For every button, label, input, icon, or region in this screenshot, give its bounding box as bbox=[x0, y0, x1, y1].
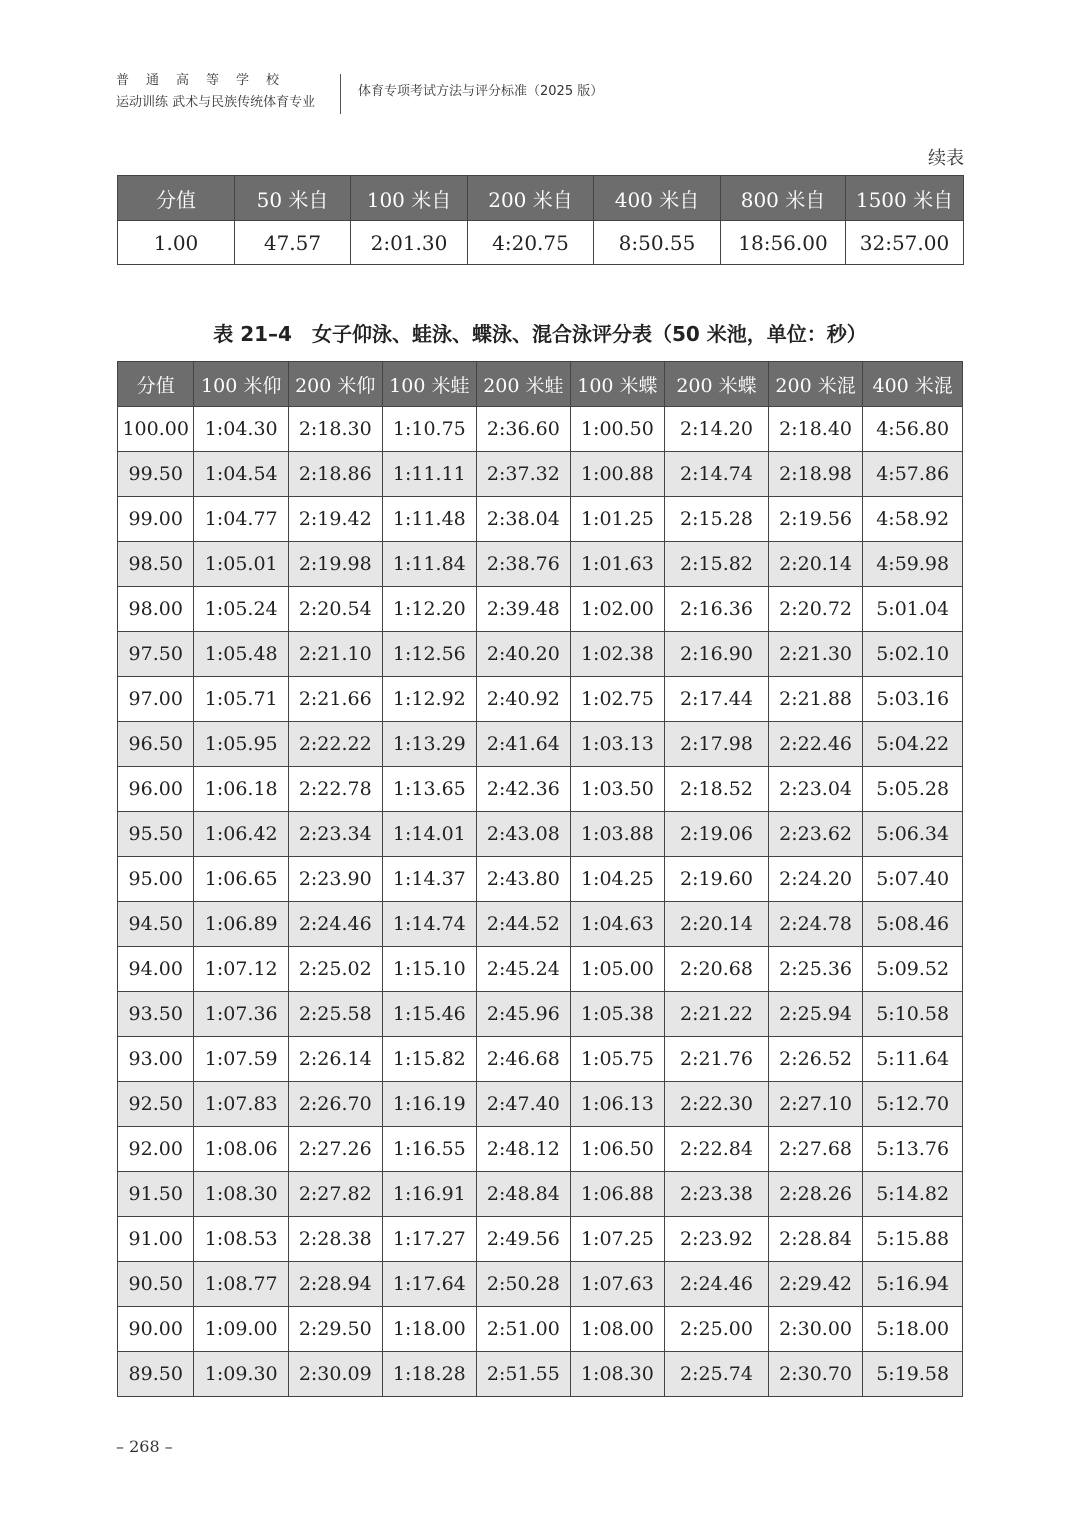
page-number: – 268 – bbox=[116, 1437, 173, 1456]
time-cell: 2:26.70 bbox=[288, 1082, 382, 1127]
time-cell: 2:28.84 bbox=[768, 1217, 863, 1262]
column-header: 100 米蝶 bbox=[570, 362, 665, 407]
time-cell: 1:01.25 bbox=[570, 497, 665, 542]
column-header: 400 米自 bbox=[594, 176, 721, 221]
time-cell: 2:19.06 bbox=[665, 812, 769, 857]
time-cell: 1:07.12 bbox=[194, 947, 289, 992]
time-cell: 1:06.65 bbox=[194, 857, 289, 902]
time-cell: 5:18.00 bbox=[863, 1307, 963, 1352]
time-cell: 2:16.90 bbox=[665, 632, 769, 677]
time-cell: 1:00.50 bbox=[570, 407, 665, 452]
column-header: 50 米自 bbox=[235, 176, 351, 221]
time-cell: 4:59.98 bbox=[863, 542, 963, 587]
time-cell: 2:15.82 bbox=[665, 542, 769, 587]
column-header: 200 米混 bbox=[768, 362, 863, 407]
time-cell: 8:50.55 bbox=[594, 221, 721, 265]
score-cell: 95.50 bbox=[118, 812, 194, 857]
time-cell: 1:03.50 bbox=[570, 767, 665, 812]
header-book-title: 体育专项考试方法与评分标准（2025 版） bbox=[358, 84, 604, 99]
time-cell: 1:08.00 bbox=[570, 1307, 665, 1352]
time-cell: 1:14.74 bbox=[382, 902, 477, 947]
time-cell: 2:16.36 bbox=[665, 587, 769, 632]
time-cell: 2:19.60 bbox=[665, 857, 769, 902]
time-cell: 1:08.53 bbox=[194, 1217, 289, 1262]
time-cell: 2:20.14 bbox=[768, 542, 863, 587]
time-cell: 2:29.42 bbox=[768, 1262, 863, 1307]
time-cell: 2:23.90 bbox=[288, 857, 382, 902]
freestyle-score-table-continued bbox=[117, 175, 964, 265]
time-cell: 2:25.00 bbox=[665, 1307, 769, 1352]
time-cell: 4:20.75 bbox=[468, 221, 594, 265]
time-cell: 2:42.36 bbox=[477, 767, 571, 812]
time-cell: 1:11.11 bbox=[382, 452, 477, 497]
time-cell: 2:24.46 bbox=[288, 902, 382, 947]
time-cell: 2:27.10 bbox=[768, 1082, 863, 1127]
column-header: 200 米蝶 bbox=[665, 362, 769, 407]
time-cell: 1:03.88 bbox=[570, 812, 665, 857]
time-cell: 1:10.75 bbox=[382, 407, 477, 452]
score-cell: 93.50 bbox=[118, 992, 194, 1037]
time-cell: 2:21.22 bbox=[665, 992, 769, 1037]
time-cell: 1:11.48 bbox=[382, 497, 477, 542]
score-cell: 97.50 bbox=[118, 632, 194, 677]
time-cell: 1:18.28 bbox=[382, 1352, 477, 1397]
time-cell: 1:18.00 bbox=[382, 1307, 477, 1352]
time-cell: 2:23.38 bbox=[665, 1172, 769, 1217]
time-cell: 2:26.14 bbox=[288, 1037, 382, 1082]
time-cell: 1:15.10 bbox=[382, 947, 477, 992]
table-row bbox=[118, 1262, 963, 1307]
time-cell: 1:06.50 bbox=[570, 1127, 665, 1172]
time-cell: 2:30.70 bbox=[768, 1352, 863, 1397]
table-row bbox=[118, 407, 963, 452]
column-header: 分值 bbox=[118, 362, 194, 407]
time-cell: 2:19.56 bbox=[768, 497, 863, 542]
time-cell: 5:05.28 bbox=[863, 767, 963, 812]
time-cell: 1:09.30 bbox=[194, 1352, 289, 1397]
time-cell: 1:07.83 bbox=[194, 1082, 289, 1127]
time-cell: 2:38.04 bbox=[477, 497, 571, 542]
time-cell: 2:23.92 bbox=[665, 1217, 769, 1262]
time-cell: 2:23.34 bbox=[288, 812, 382, 857]
time-cell: 2:21.88 bbox=[768, 677, 863, 722]
time-cell: 1:08.06 bbox=[194, 1127, 289, 1172]
table-row bbox=[118, 221, 964, 265]
column-header: 分值 bbox=[118, 176, 235, 221]
time-cell: 1:00.88 bbox=[570, 452, 665, 497]
time-cell: 5:19.58 bbox=[863, 1352, 963, 1397]
table-row bbox=[118, 947, 963, 992]
time-cell: 2:46.68 bbox=[477, 1037, 571, 1082]
running-header bbox=[116, 70, 816, 120]
time-cell: 2:44.52 bbox=[477, 902, 571, 947]
time-cell: 2:27.82 bbox=[288, 1172, 382, 1217]
time-cell: 2:39.48 bbox=[477, 587, 571, 632]
time-cell: 2:45.24 bbox=[477, 947, 571, 992]
time-cell: 1:04.63 bbox=[570, 902, 665, 947]
table-header-row bbox=[118, 362, 963, 407]
time-cell: 5:16.94 bbox=[863, 1262, 963, 1307]
table-row bbox=[118, 542, 963, 587]
time-cell: 2:36.60 bbox=[477, 407, 571, 452]
time-cell: 1:06.88 bbox=[570, 1172, 665, 1217]
column-header: 1500 米自 bbox=[846, 176, 964, 221]
score-cell: 99.50 bbox=[118, 452, 194, 497]
time-cell: 5:14.82 bbox=[863, 1172, 963, 1217]
time-cell: 2:22.84 bbox=[665, 1127, 769, 1172]
time-cell: 1:11.84 bbox=[382, 542, 477, 587]
time-cell: 5:09.52 bbox=[863, 947, 963, 992]
time-cell: 2:27.26 bbox=[288, 1127, 382, 1172]
score-cell: 98.00 bbox=[118, 587, 194, 632]
time-cell: 2:41.64 bbox=[477, 722, 571, 767]
time-cell: 5:10.58 bbox=[863, 992, 963, 1037]
time-cell: 5:04.22 bbox=[863, 722, 963, 767]
time-cell: 2:22.78 bbox=[288, 767, 382, 812]
time-cell: 2:18.30 bbox=[288, 407, 382, 452]
time-cell: 2:48.84 bbox=[477, 1172, 571, 1217]
time-cell: 2:25.94 bbox=[768, 992, 863, 1037]
continued-table-label: 续表 bbox=[928, 148, 964, 169]
score-cell: 90.00 bbox=[118, 1307, 194, 1352]
time-cell: 1:09.00 bbox=[194, 1307, 289, 1352]
column-header: 100 米自 bbox=[351, 176, 468, 221]
time-cell: 2:24.20 bbox=[768, 857, 863, 902]
time-cell: 1:15.82 bbox=[382, 1037, 477, 1082]
time-cell: 2:43.80 bbox=[477, 857, 571, 902]
time-cell: 1:01.63 bbox=[570, 542, 665, 587]
time-cell: 1:08.77 bbox=[194, 1262, 289, 1307]
time-cell: 1:12.20 bbox=[382, 587, 477, 632]
time-cell: 2:21.76 bbox=[665, 1037, 769, 1082]
table-row bbox=[118, 992, 963, 1037]
time-cell: 1:15.46 bbox=[382, 992, 477, 1037]
score-cell: 94.50 bbox=[118, 902, 194, 947]
score-cell: 89.50 bbox=[118, 1352, 194, 1397]
time-cell: 5:01.04 bbox=[863, 587, 963, 632]
score-cell: 100.00 bbox=[118, 407, 194, 452]
header-divider bbox=[340, 74, 341, 114]
time-cell: 1:17.27 bbox=[382, 1217, 477, 1262]
time-cell: 2:21.30 bbox=[768, 632, 863, 677]
time-cell: 2:28.38 bbox=[288, 1217, 382, 1262]
time-cell: 1:04.25 bbox=[570, 857, 665, 902]
time-cell: 5:06.34 bbox=[863, 812, 963, 857]
table-row bbox=[118, 677, 963, 722]
time-cell: 18:56.00 bbox=[721, 221, 846, 265]
time-cell: 2:25.02 bbox=[288, 947, 382, 992]
score-cell: 1.00 bbox=[118, 221, 235, 265]
score-cell: 98.50 bbox=[118, 542, 194, 587]
time-cell: 2:23.04 bbox=[768, 767, 863, 812]
time-cell: 1:05.00 bbox=[570, 947, 665, 992]
column-header: 200 米自 bbox=[468, 176, 594, 221]
time-cell: 2:22.30 bbox=[665, 1082, 769, 1127]
time-cell: 1:07.36 bbox=[194, 992, 289, 1037]
time-cell: 2:14.74 bbox=[665, 452, 769, 497]
table-row bbox=[118, 1352, 963, 1397]
column-header: 100 米仰 bbox=[194, 362, 289, 407]
time-cell: 1:02.00 bbox=[570, 587, 665, 632]
time-cell: 2:14.20 bbox=[665, 407, 769, 452]
table-row bbox=[118, 1127, 963, 1172]
column-header: 400 米混 bbox=[863, 362, 963, 407]
time-cell: 2:48.12 bbox=[477, 1127, 571, 1172]
table-row bbox=[118, 857, 963, 902]
time-cell: 2:23.62 bbox=[768, 812, 863, 857]
table-row bbox=[118, 1082, 963, 1127]
time-cell: 1:07.63 bbox=[570, 1262, 665, 1307]
time-cell: 1:06.13 bbox=[570, 1082, 665, 1127]
time-cell: 1:05.75 bbox=[570, 1037, 665, 1082]
time-cell: 1:06.42 bbox=[194, 812, 289, 857]
table-row bbox=[118, 1037, 963, 1082]
score-cell: 99.00 bbox=[118, 497, 194, 542]
time-cell: 5:12.70 bbox=[863, 1082, 963, 1127]
time-cell: 2:18.52 bbox=[665, 767, 769, 812]
time-cell: 2:20.72 bbox=[768, 587, 863, 632]
table-row bbox=[118, 1217, 963, 1262]
table-row bbox=[118, 452, 963, 497]
time-cell: 2:40.20 bbox=[477, 632, 571, 677]
time-cell: 1:06.89 bbox=[194, 902, 289, 947]
time-cell: 1:08.30 bbox=[194, 1172, 289, 1217]
table-row bbox=[118, 902, 963, 947]
time-cell: 2:40.92 bbox=[477, 677, 571, 722]
table-row bbox=[118, 767, 963, 812]
time-cell: 2:20.68 bbox=[665, 947, 769, 992]
time-cell: 1:05.38 bbox=[570, 992, 665, 1037]
time-cell: 1:05.71 bbox=[194, 677, 289, 722]
time-cell: 2:28.26 bbox=[768, 1172, 863, 1217]
time-cell: 2:51.00 bbox=[477, 1307, 571, 1352]
time-cell: 2:24.46 bbox=[665, 1262, 769, 1307]
time-cell: 1:08.30 bbox=[570, 1352, 665, 1397]
table-header-row bbox=[118, 176, 964, 221]
time-cell: 2:25.58 bbox=[288, 992, 382, 1037]
time-cell: 2:19.98 bbox=[288, 542, 382, 587]
time-cell: 1:05.24 bbox=[194, 587, 289, 632]
table-row bbox=[118, 587, 963, 632]
time-cell: 5:08.46 bbox=[863, 902, 963, 947]
women-stroke-score-table bbox=[117, 361, 963, 1397]
time-cell: 1:17.64 bbox=[382, 1262, 477, 1307]
time-cell: 1:13.29 bbox=[382, 722, 477, 767]
time-cell: 1:07.59 bbox=[194, 1037, 289, 1082]
time-cell: 1:12.56 bbox=[382, 632, 477, 677]
time-cell: 2:30.09 bbox=[288, 1352, 382, 1397]
time-cell: 2:20.14 bbox=[665, 902, 769, 947]
time-cell: 1:02.75 bbox=[570, 677, 665, 722]
time-cell: 1:16.55 bbox=[382, 1127, 477, 1172]
score-cell: 95.00 bbox=[118, 857, 194, 902]
time-cell: 2:25.36 bbox=[768, 947, 863, 992]
table-row bbox=[118, 497, 963, 542]
time-cell: 2:18.40 bbox=[768, 407, 863, 452]
time-cell: 2:25.74 bbox=[665, 1352, 769, 1397]
time-cell: 5:07.40 bbox=[863, 857, 963, 902]
header-series-line1: 普通高等学校 bbox=[116, 73, 297, 88]
time-cell: 1:07.25 bbox=[570, 1217, 665, 1262]
time-cell: 2:15.28 bbox=[665, 497, 769, 542]
time-cell: 2:22.22 bbox=[288, 722, 382, 767]
time-cell: 2:47.40 bbox=[477, 1082, 571, 1127]
time-cell: 1:12.92 bbox=[382, 677, 477, 722]
time-cell: 5:02.10 bbox=[863, 632, 963, 677]
score-cell: 93.00 bbox=[118, 1037, 194, 1082]
time-cell: 2:20.54 bbox=[288, 587, 382, 632]
column-header: 100 米蛙 bbox=[382, 362, 477, 407]
time-cell: 47.57 bbox=[235, 221, 351, 265]
score-cell: 92.50 bbox=[118, 1082, 194, 1127]
time-cell: 2:19.42 bbox=[288, 497, 382, 542]
time-cell: 2:18.98 bbox=[768, 452, 863, 497]
time-cell: 2:17.44 bbox=[665, 677, 769, 722]
time-cell: 5:13.76 bbox=[863, 1127, 963, 1172]
table-row bbox=[118, 632, 963, 677]
time-cell: 2:01.30 bbox=[351, 221, 468, 265]
time-cell: 2:26.52 bbox=[768, 1037, 863, 1082]
time-cell: 2:38.76 bbox=[477, 542, 571, 587]
time-cell: 1:03.13 bbox=[570, 722, 665, 767]
header-series-line2: 运动训练 武术与民族传统体育专业 bbox=[116, 95, 316, 110]
time-cell: 2:17.98 bbox=[665, 722, 769, 767]
time-cell: 1:06.18 bbox=[194, 767, 289, 812]
time-cell: 1:04.30 bbox=[194, 407, 289, 452]
header-book-series bbox=[116, 70, 338, 114]
table-row bbox=[118, 812, 963, 857]
time-cell: 5:15.88 bbox=[863, 1217, 963, 1262]
table-row bbox=[118, 1172, 963, 1217]
score-cell: 96.00 bbox=[118, 767, 194, 812]
score-cell: 92.00 bbox=[118, 1127, 194, 1172]
score-cell: 91.50 bbox=[118, 1172, 194, 1217]
score-cell: 90.50 bbox=[118, 1262, 194, 1307]
time-cell: 2:51.55 bbox=[477, 1352, 571, 1397]
score-cell: 97.00 bbox=[118, 677, 194, 722]
time-cell: 2:45.96 bbox=[477, 992, 571, 1037]
time-cell: 4:56.80 bbox=[863, 407, 963, 452]
time-cell: 1:05.95 bbox=[194, 722, 289, 767]
time-cell: 2:27.68 bbox=[768, 1127, 863, 1172]
time-cell: 5:11.64 bbox=[863, 1037, 963, 1082]
time-cell: 1:14.37 bbox=[382, 857, 477, 902]
time-cell: 1:04.77 bbox=[194, 497, 289, 542]
column-header: 800 米自 bbox=[721, 176, 846, 221]
column-header: 200 米仰 bbox=[288, 362, 382, 407]
score-cell: 91.00 bbox=[118, 1217, 194, 1262]
time-cell: 2:24.78 bbox=[768, 902, 863, 947]
table-row bbox=[118, 722, 963, 767]
time-cell: 1:05.48 bbox=[194, 632, 289, 677]
time-cell: 5:03.16 bbox=[863, 677, 963, 722]
time-cell: 2:28.94 bbox=[288, 1262, 382, 1307]
time-cell: 1:13.65 bbox=[382, 767, 477, 812]
time-cell: 4:58.92 bbox=[863, 497, 963, 542]
time-cell: 1:16.91 bbox=[382, 1172, 477, 1217]
table-row bbox=[118, 1307, 963, 1352]
time-cell: 2:37.32 bbox=[477, 452, 571, 497]
time-cell: 2:43.08 bbox=[477, 812, 571, 857]
column-header: 200 米蛙 bbox=[477, 362, 571, 407]
time-cell: 2:49.56 bbox=[477, 1217, 571, 1262]
time-cell: 2:21.66 bbox=[288, 677, 382, 722]
time-cell: 4:57.86 bbox=[863, 452, 963, 497]
time-cell: 32:57.00 bbox=[846, 221, 964, 265]
time-cell: 2:29.50 bbox=[288, 1307, 382, 1352]
time-cell: 2:30.00 bbox=[768, 1307, 863, 1352]
time-cell: 1:02.38 bbox=[570, 632, 665, 677]
time-cell: 2:22.46 bbox=[768, 722, 863, 767]
time-cell: 2:50.28 bbox=[477, 1262, 571, 1307]
score-cell: 94.00 bbox=[118, 947, 194, 992]
time-cell: 1:14.01 bbox=[382, 812, 477, 857]
time-cell: 1:05.01 bbox=[194, 542, 289, 587]
time-cell: 2:21.10 bbox=[288, 632, 382, 677]
score-cell: 96.50 bbox=[118, 722, 194, 767]
table-title: 表 21–4 女子仰泳、蛙泳、蝶泳、混合泳评分表（50 米池，单位：秒） bbox=[213, 322, 867, 346]
time-cell: 1:04.54 bbox=[194, 452, 289, 497]
time-cell: 1:16.19 bbox=[382, 1082, 477, 1127]
time-cell: 2:18.86 bbox=[288, 452, 382, 497]
